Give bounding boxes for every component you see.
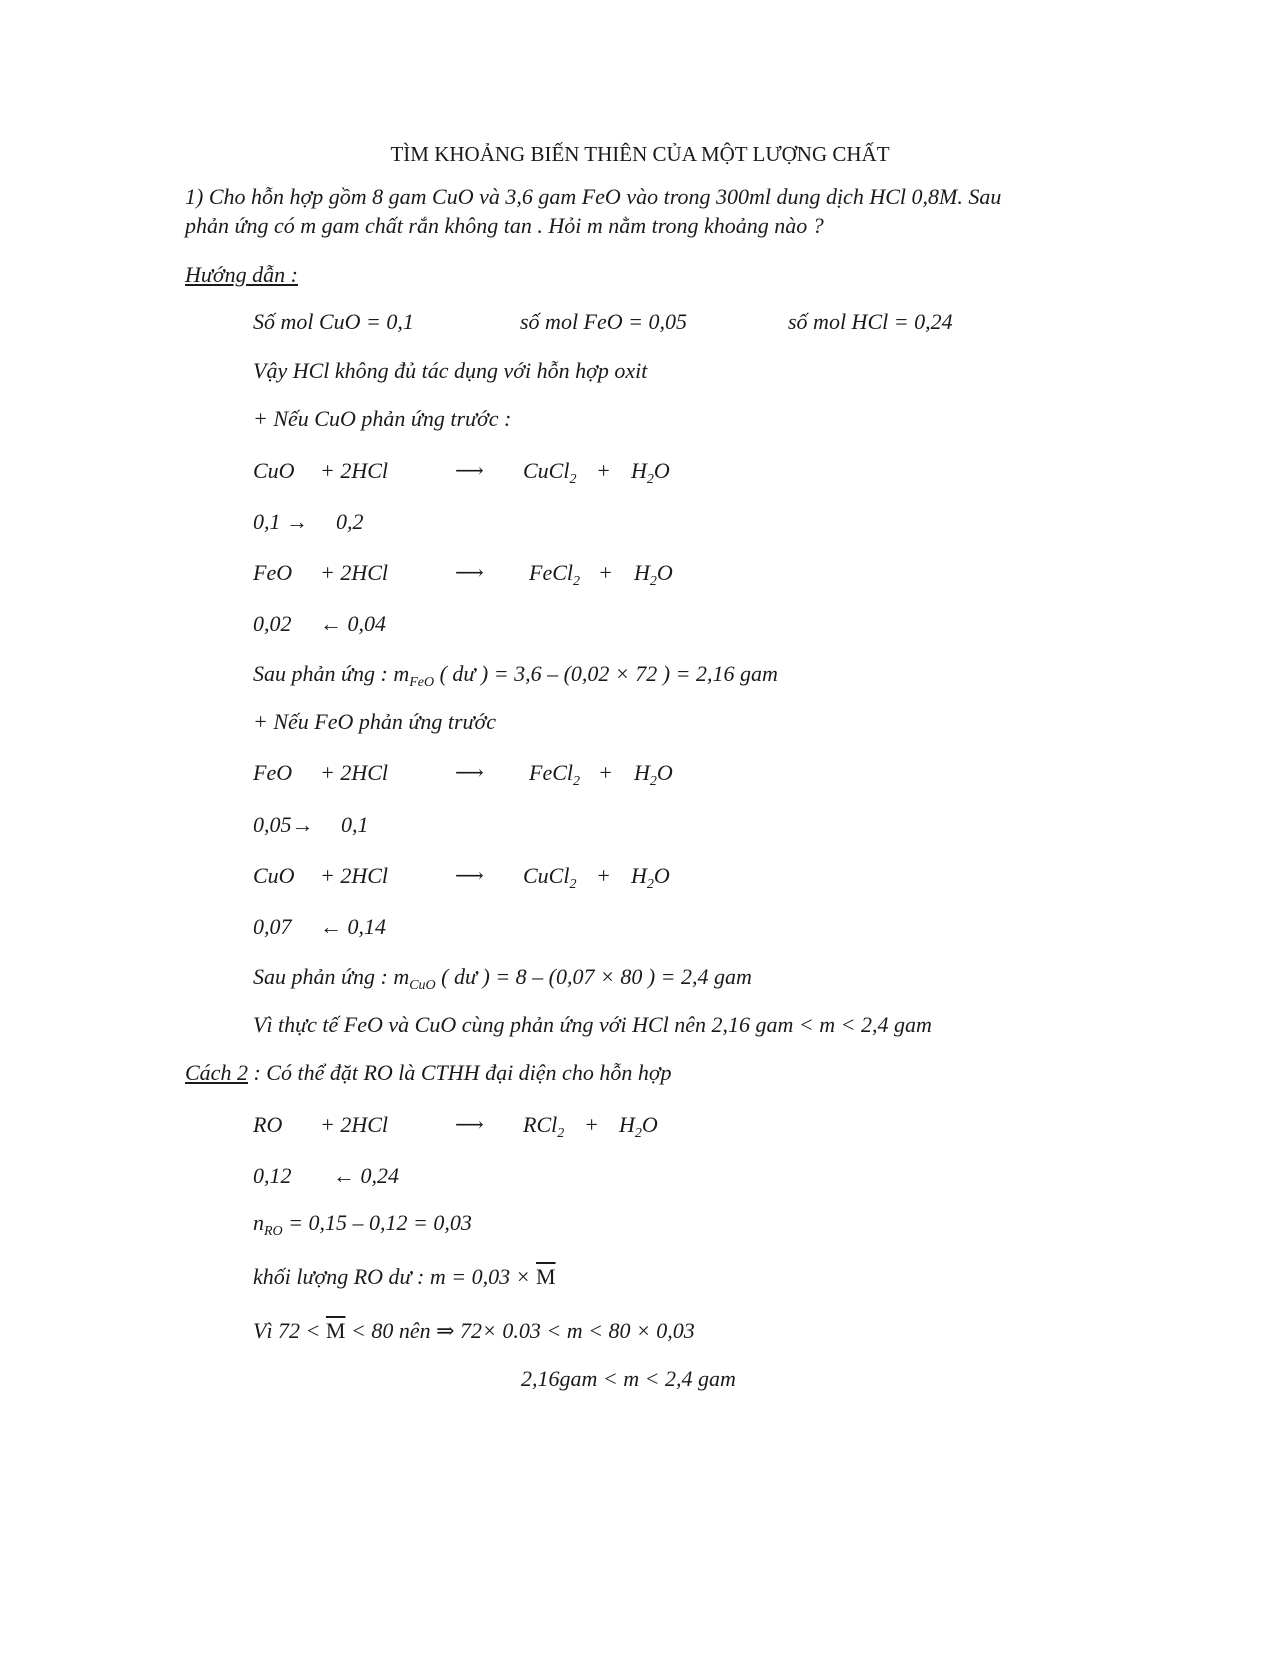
reactant-a: FeO — [253, 760, 293, 785]
mole-line-5: 0,12 — [253, 1163, 292, 1188]
reactant-a: CuO — [253, 863, 295, 888]
product-e: $H_2O$ — [634, 760, 673, 789]
mole-line-4: 0,07 — [253, 914, 292, 939]
reactant-b: + 2HCl — [320, 1112, 389, 1137]
product-c: FeCl$_2$ — [529, 760, 580, 789]
mole-line-5-b: ← 0,24 — [333, 1163, 399, 1188]
reactant-b: + 2HCl — [320, 458, 389, 483]
mole-line-1-b: 0,2 — [336, 509, 364, 534]
plus: + — [598, 760, 613, 785]
reactant-b: + 2HCl — [320, 760, 389, 785]
n-ro-line: $n_{RO} = 0,15 - 0,12 = 0,03$ — [253, 1210, 472, 1239]
final-answer: 2,16gam < m < 2,4 gam — [521, 1366, 736, 1391]
mole-line-2-b: ← 0,04 — [320, 611, 386, 636]
mol-cuo: Số mol CuO = 0,1 — [253, 309, 414, 334]
product-e: $H_2O$ — [631, 458, 670, 487]
mol-feo: số mol FeO = 0,05 — [520, 309, 687, 334]
method-2-heading: Cách 2 : Có thể đặt RO là CTHH đại diện cho hỗn hợp — [185, 1060, 672, 1085]
page-title: TÌM KHOẢNG BIẾN THIÊN CỦA MỘT LƯỢNG CHẤT — [390, 142, 890, 166]
reactant-a: CuO — [253, 458, 295, 483]
problem-line-2: phản ứng có m gam chất rắn không tan . Hỏi m nằm trong khoảng nào ? — [185, 213, 824, 238]
product-c: RCl$_2$ — [523, 1112, 565, 1141]
plus: + — [596, 458, 611, 483]
reaction-arrow: ⟶ — [455, 762, 484, 784]
reaction-arrow: ⟶ — [455, 562, 484, 584]
product-c: CuCl$_2$ — [523, 863, 577, 892]
mass-ro-line: khối lượng RO dư : $m = 0,03 \times \overline{M}$ — [253, 1264, 556, 1289]
problem-line-1: 1) Cho hỗn hợp gồm 8 gam CuO và 3,6 gam FeO vào trong 300ml dung dịch HCl 0,8M. Sau — [185, 184, 1002, 209]
after-reaction-2: Sau phản ứng : $m_{CuO}$ ( dư ) = 8 – (0,07 × 80 ) = 2,4 gam — [253, 964, 752, 993]
reaction-arrow: ⟶ — [455, 460, 484, 482]
range-line: Vì $72 < \overline{M} < 80$ nên ⇒ 72× 0.03 < m < 80 × 0,03 — [253, 1318, 695, 1343]
product-e: $H_2O$ — [619, 1112, 658, 1141]
plus: + — [584, 1112, 599, 1137]
case-1-heading: + Nếu CuO phản ứng trước : — [253, 406, 512, 431]
product-e: $H_2O$ — [634, 560, 673, 589]
reactant-b: + 2HCl — [320, 863, 389, 888]
mole-line-2: 0,02 — [253, 611, 292, 636]
conclusion-1: Vì thực tế FeO và CuO cùng phản ứng với HCl nên 2,16 gam < m < 2,4 gam — [253, 1012, 932, 1037]
product-c: FeCl$_2$ — [529, 560, 580, 589]
plus: + — [596, 863, 611, 888]
after-reaction-1: Sau phản ứng : $m_{FeO}$ ( dư ) = 3,6 – (0,02 × 72 ) = 2,16 gam — [253, 661, 778, 690]
product-e: $H_2O$ — [631, 863, 670, 892]
mole-line-3-b: 0,1 — [341, 812, 369, 837]
reaction-arrow: ⟶ — [455, 865, 484, 887]
mole-line-3: 0,05→ — [253, 812, 314, 837]
mole-line-4-b: ← 0,14 — [320, 914, 386, 939]
reactant-b: + 2HCl — [320, 560, 389, 585]
plus: + — [598, 560, 613, 585]
reaction-arrow: ⟶ — [455, 1114, 484, 1136]
case-2-heading: + Nếu FeO phản ứng trước — [253, 709, 497, 734]
mol-hcl: số mol HCl = 0,24 — [788, 309, 953, 334]
reactant-a: FeO — [253, 560, 293, 585]
not-enough-text: Vậy HCl không đủ tác dụng với hỗn hợp oxit — [253, 358, 648, 383]
product-c: CuCl$_2$ — [523, 458, 577, 487]
mole-line-1: 0,1 → — [253, 509, 308, 534]
reactant-a: RO — [253, 1112, 283, 1137]
guide-heading: Hướng dẫn : — [185, 262, 298, 287]
